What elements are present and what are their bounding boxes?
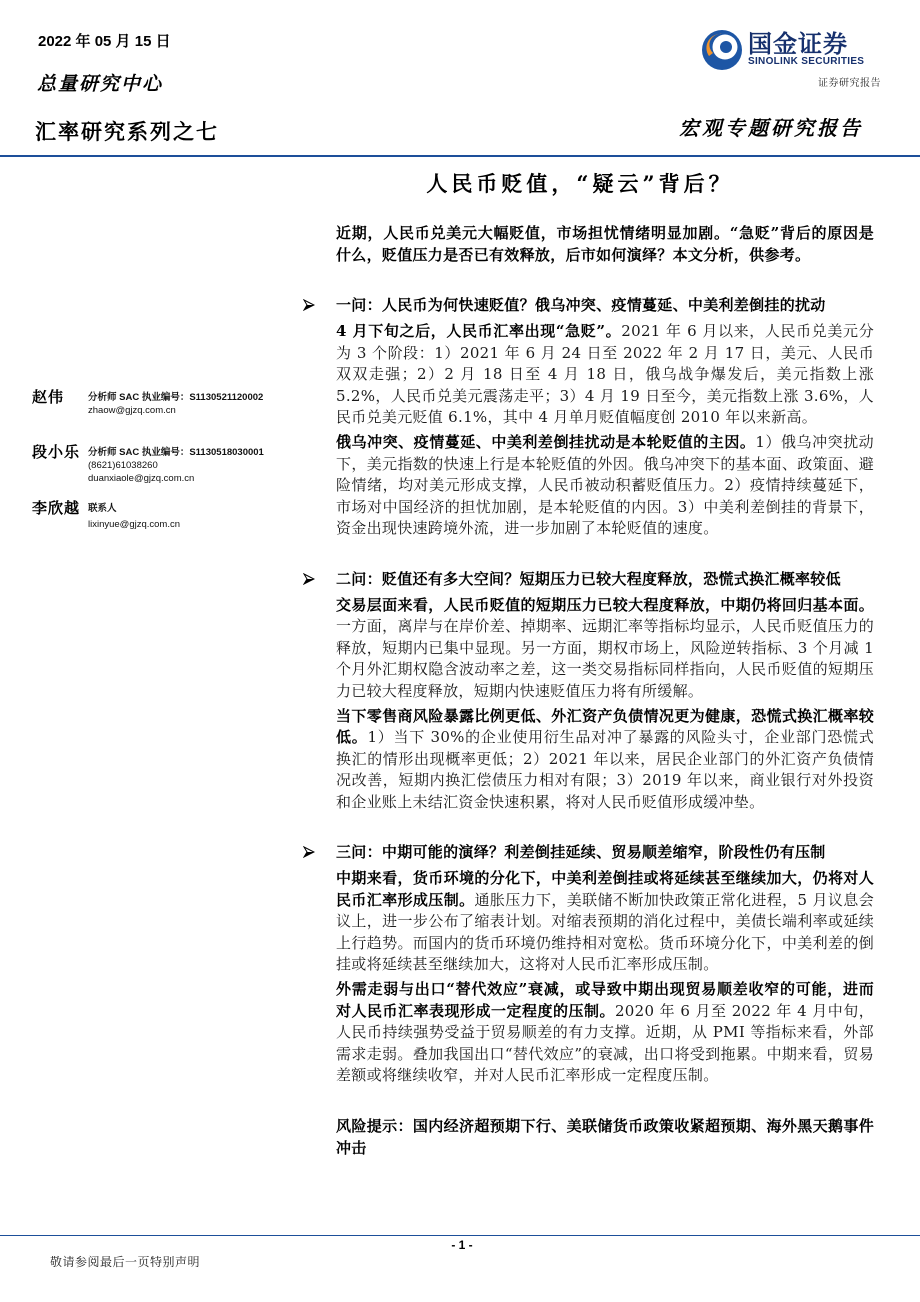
paragraph-lead: 外需走弱与出口“替代效应”衰减，或导致中期出现贸易顺差收窄的可能，进而对人民币汇率表现形成一定程度的压制。 [336, 980, 874, 1020]
logo-name-en: SINOLINK SECURITIES [748, 56, 865, 67]
analyst-email: zhaow@gjzq.com.cn [88, 405, 176, 416]
paragraph-body: 一方面，离岸与在岸价差、掉期率、远期汇率等指标均显示，人民币贬值压力的释放，短期内已集中显现。另一方面，期权市场上，风险逆转指标、3 个月减 1 个月外汇期权隐含波动率之差，这一类交易指标同样指向，人民币贬值的短期压力已较大程度释放，短期内快速贬值压力将有所缓解。 [336, 617, 874, 700]
logo-name-cn: 国金证券 [748, 30, 848, 58]
section-heading-text: 一问：人民币为何快速贬值？俄乌冲突、疫情蔓延、中美利差倒挂的扰动 [336, 296, 826, 314]
summary-intro: 近期，人民币兑美元大幅贬值，市场担忧情绪明显加剧。“急贬”背后的原因是什么，贬值压力是否已有效释放，后市如何演绎？本文分析，供参考。 [336, 224, 874, 264]
paragraph [336, 706, 874, 814]
paragraph [336, 595, 874, 703]
paragraph [336, 432, 874, 540]
paragraph-lead: 俄乌冲突、疫情蔓延、中美利差倒挂扰动是本轮贬值的主因。 [336, 433, 756, 451]
analyst-email: duanxiaole@gjzq.com.cn [88, 473, 195, 484]
section-heading-text: 二问：贬值还有多大空间？短期压力已较大程度释放，恐慌式换汇概率较低 [336, 569, 841, 588]
footer-divider [0, 1235, 920, 1236]
analyst-name: 赵伟 [32, 388, 65, 406]
section-heading [336, 294, 874, 316]
arrow-bullet-icon [303, 573, 315, 585]
paragraph-body: 2020 年 6 月至 2022 年 4 月中旬，人民币持续强势受益于贸易顺差的有力支撑。近期，从 PMI 等指标来看，外部需求走弱。叠加我国出口“替代效应”的衰减，出口将受到拖累。中期来看，贸易差额或将继续收窄，并对人民币汇率形成一定程度压制。 [336, 1001, 874, 1084]
paragraph-body: 通胀压力下，美联储不断加快政策正常化进程，5 月议息会议上，进一步公布了缩表计划。对缩表预期的消化过程中，美债长端利率或延续上行趋势。而国内的货币环境仍维持相对宽松。货币环境分化下，中美利差的倒挂或将延续甚至继续加大，这将对人民币汇率形成压制。 [336, 890, 874, 973]
sinolink-logo-icon [700, 28, 744, 72]
section-heading [336, 568, 874, 590]
company-logo [698, 26, 878, 74]
header-divider [0, 155, 920, 157]
paragraph-lead: 4 月下旬之后，人民币汇率出现“急贬”。 [336, 322, 622, 340]
analyst-credential: 分析师 SAC 执业编号：S1130521120002 [88, 392, 264, 403]
report-date: 2022 年 05 月 15 日 [38, 33, 171, 50]
contact-role: 联系人 [88, 503, 117, 514]
arrow-bullet-icon [303, 846, 315, 858]
arrow-bullet-icon [303, 299, 315, 311]
risk-warning: 风险提示：国内经济超预期下行、美联储货币政策收紧超预期、海外黑天鹅事件冲击 [336, 1116, 874, 1157]
report-type: 宏观专题研究报告 [679, 116, 863, 140]
paragraph-body: 2021 年 6 月以来，人民币兑美元分为 3 个阶段：1）2021 年 6 月 24 日至 2022 年 2 月 17 日，美元、人民币双双走强；2）2 月 18 日至 4 月 18 日，俄乌战争爆发后，美元指数上涨 5.2%，人民币兑美元震荡走平；3）4 月 19 日至今，美元指数上涨 3.6%，人民币兑美元贬值 6.1%，其中 4 月单月贬值幅度创 2010 年以来新高。 [336, 322, 874, 426]
contact-email: lixinyue@gjzq.com.cn [88, 519, 181, 530]
report-summary [336, 222, 874, 1159]
paragraph-body: 1）当下 30%的企业使用衍生品对冲了暴露的风险头寸，企业部门恐慌式换汇的情形出现概率更低；2）2021 年以来，居民企业部门的外汇资产负债情况改善，短期内换汇偿债压力相对有限；3）2019 年以来，商业银行对外投资和企业账上未结汇资金快速积累，将对人民币贬值形成缓冲垫。 [336, 728, 874, 811]
report-category: 证券研究报告 [818, 78, 881, 89]
department-name: 总量研究中心 [37, 73, 164, 95]
paragraph-lead: 当下零售商风险暴露比例更低、外汇资产负债情况更为健康，恐慌式换汇概率较低。 [336, 706, 874, 746]
paragraph [336, 868, 874, 976]
section-heading [336, 841, 874, 863]
paragraph-lead: 交易层面来看，人民币贬值的短期压力已较大程度释放，中期仍将回归基本面。 [336, 595, 874, 614]
analyst-credential: 分析师 SAC 执业编号：S1130518030001 [88, 447, 264, 458]
section-1 [336, 294, 874, 540]
paragraph-lead: 中期来看，货币环境的分化下，中美利差倒挂或将延续甚至继续加大，仍将对人民币汇率形成压制。 [336, 869, 874, 909]
section-3 [336, 841, 874, 1087]
footer-disclaimer: 敬请参阅最后一页特别声明 [50, 1255, 201, 1269]
paragraph [336, 979, 874, 1087]
page-number: - 1 - [451, 1238, 473, 1252]
analyst-phone: (8621)61038260 [88, 460, 158, 471]
series-title: 汇率研究系列之七 [35, 120, 219, 144]
report-title: 人民币贬值，“疑云”背后？ [426, 171, 734, 196]
contact-name: 李欣越 [32, 499, 81, 517]
paragraph [336, 321, 874, 429]
section-heading-text: 三问：中期可能的演绎？利差倒挂延续、贸易顺差缩窄，阶段性仍有压制 [336, 843, 826, 861]
analyst-name: 段小乐 [32, 443, 81, 461]
section-2 [336, 568, 874, 814]
paragraph-body: 1）俄乌冲突扰动下，美元指数的快速上行是本轮贬值的外因。俄乌冲突下的基本面、政策面、避险情绪，均对美元形成支撑，人民币被动积蓄贬值压力。2）疫情持续蔓延下，市场对中国经济的担忧加剧，是本轮贬值的内因。3）中美利差倒挂的背景下，资金出现快速跨境外流，进一步加剧了本轮贬值的速度。 [336, 433, 874, 537]
